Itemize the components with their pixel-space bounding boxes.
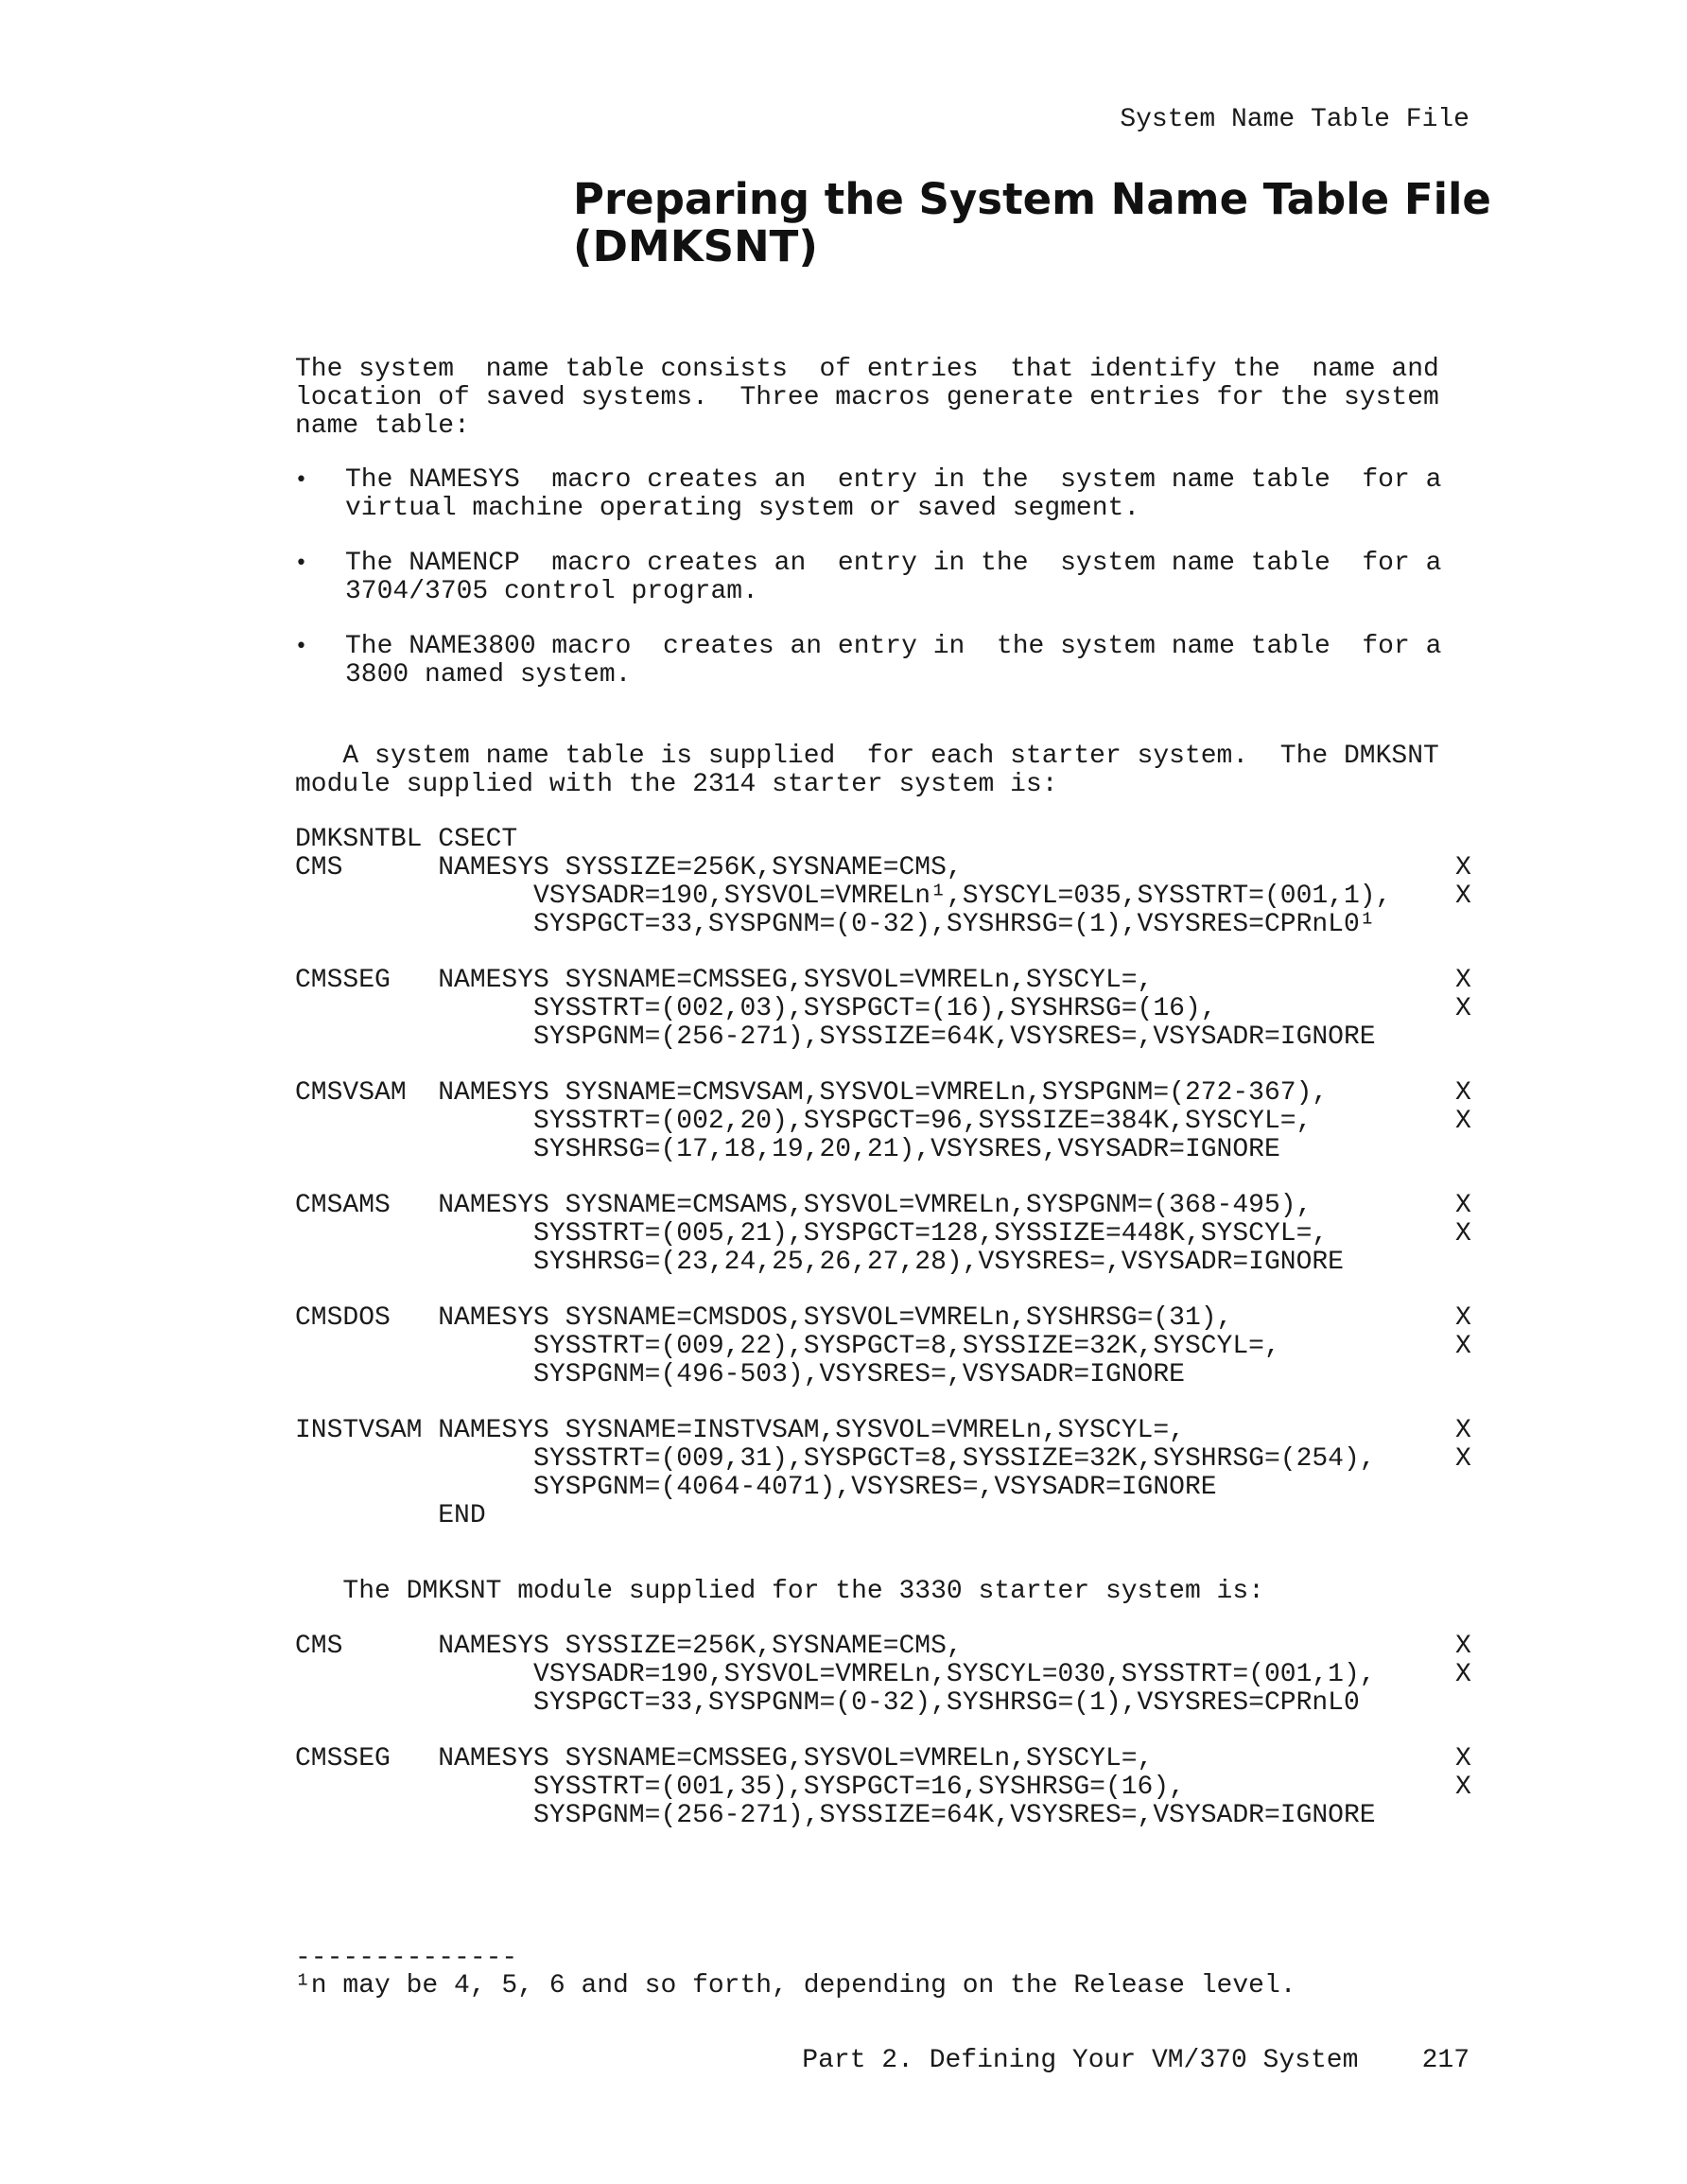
text-line: location of saved systems. Three macros generate entries for the system <box>295 383 1439 412</box>
code-spacer <box>295 1052 1391 1079</box>
code-text: SYSSTRT=(002,20),SYSPGCT=96,SYSSIZE=384K,SYSCYL=, <box>295 1107 1313 1136</box>
intro-paragraph <box>295 356 1439 441</box>
continuation-mark: X <box>1455 1660 1471 1689</box>
code-line <box>295 1773 1471 1802</box>
continuation-mark: X <box>1455 1416 1471 1445</box>
running-header: System Name Table File <box>1120 105 1470 134</box>
paragraph-3330-intro <box>295 1578 1264 1606</box>
code-text: CMSSEG NAMESYS SYSNAME=CMSSEG,SYSVOL=VMRELn,SYSCYL=, <box>295 966 1154 995</box>
continuation-mark: X <box>1455 853 1471 882</box>
code-spacer <box>295 1718 1376 1745</box>
code-text: SYSPGNM=(4064-4071),VSYSRES=,VSYSADR=IGNORE <box>295 1473 1217 1502</box>
bullet-line: The NAMENCP macro creates an entry in the system name table for a <box>345 549 1442 578</box>
code-text: SYSSTRT=(009,31),SYSPGCT=8,SYSSIZE=32K,SYSHRSG=(254), <box>295 1444 1376 1474</box>
continuation-mark: X <box>1455 1632 1471 1661</box>
code-line <box>295 1502 1391 1530</box>
code-text: SYSSTRT=(005,21),SYSPGCT=128,SYSSIZE=448K,SYSCYL=, <box>295 1219 1329 1249</box>
code-text: CMS NAMESYS SYSSIZE=256K,SYSNAME=CMS, <box>295 1632 963 1661</box>
continuation-mark: X <box>1455 1303 1471 1333</box>
code-line <box>295 1474 1391 1502</box>
bullet-dot: • <box>295 635 307 658</box>
continuation-mark: X <box>1455 1744 1471 1773</box>
continuation-mark: X <box>1455 966 1471 995</box>
continuation-mark: X <box>1455 1332 1471 1361</box>
code-line <box>295 1416 1471 1445</box>
code-text: SYSPGNM=(496-503),VSYSRES=,VSYSADR=IGNORE <box>295 1360 1185 1389</box>
code-line <box>295 1332 1471 1361</box>
code-line <box>295 1802 1376 1830</box>
text-line: The DMKSNT module supplied for the 3330 starter system is: <box>295 1577 1264 1606</box>
code-text: SYSPGNM=(256-271),SYSSIZE=64K,VSYSRES=,VSYSADR=IGNORE <box>295 1022 1376 1052</box>
code-text: SYSSTRT=(002,03),SYSPGCT=(16),SYSHRSG=(16), <box>295 994 1217 1023</box>
bullet-text <box>345 633 1441 690</box>
continuation-mark: X <box>1455 1078 1471 1108</box>
code-spacer <box>295 1389 1391 1417</box>
code-line <box>295 911 1391 939</box>
code-text: END <box>295 1501 486 1530</box>
code-text: SYSSTRT=(009,22),SYSPGCT=8,SYSSIZE=32K,SYSCYL=, <box>295 1332 1280 1361</box>
code-line <box>295 1632 1471 1661</box>
bullet-item <box>295 633 1441 690</box>
footnote-rule: -------------- <box>295 1944 518 1973</box>
code-text: CMSAMS NAMESYS SYSNAME=CMSAMS,SYSVOL=VMRELn,SYSPGNM=(368-495), <box>295 1191 1313 1220</box>
bullet-dot: • <box>295 551 307 575</box>
bullet-item <box>295 466 1441 523</box>
bullet-text <box>345 466 1441 523</box>
continuation-mark: X <box>1455 1773 1471 1802</box>
code-text: DMKSNTBL CSECT <box>295 825 518 854</box>
code-text: SYSSTRT=(001,35),SYSPGCT=16,SYSHRSG=(16), <box>295 1773 1185 1802</box>
bullet-line: The NAME3800 macro creates an entry in the system name table for a <box>345 632 1442 661</box>
code-text: CMSVSAM NAMESYS SYSNAME=CMSVSAM,SYSVOL=VMRELn,SYSPGNM=(272-367), <box>295 1078 1329 1108</box>
code-spacer <box>295 939 1391 967</box>
code-text: VSYSADR=190,SYSVOL=VMRELn¹,SYSCYL=035,SYSSTRT=(001,1), <box>295 882 1392 911</box>
code-spacer <box>295 1277 1391 1304</box>
paragraph-2314-intro <box>295 743 1439 799</box>
code-line <box>295 882 1471 911</box>
code-text: SYSPGNM=(256-271),SYSSIZE=64K,VSYSRES=,VSYSADR=IGNORE <box>295 1801 1376 1830</box>
page-title-line-1: Preparing the System Name Table File <box>573 174 1491 224</box>
code-line <box>295 1689 1376 1718</box>
code-spacer <box>295 1164 1391 1192</box>
page-title <box>573 176 1491 271</box>
bullet-item <box>295 550 1441 606</box>
code-text: SYSHRSG=(23,24,25,26,27,28),VSYSRES=,VSYSADR=IGNORE <box>295 1248 1344 1277</box>
code-line <box>295 1361 1391 1389</box>
continuation-mark: X <box>1455 1191 1471 1220</box>
bullet-line: The NAMESYS macro creates an entry in the system name table for a <box>345 465 1442 495</box>
bullet-line: 3800 named system. <box>345 660 632 690</box>
code-text: VSYSADR=190,SYSVOL=VMRELn,SYSCYL=030,SYSSTRT=(001,1), <box>295 1660 1376 1689</box>
code-line <box>295 1744 1471 1773</box>
code-text: INSTVSAM NAMESYS SYSNAME=INSTVSAM,SYSVOL=VMRELn,SYSCYL=, <box>295 1416 1185 1445</box>
text-line: A system name table is supplied for each starter system. The DMKSNT <box>295 742 1439 771</box>
code-line <box>295 1191 1471 1220</box>
code-text: SYSPGCT=33,SYSPGNM=(0-32),SYSHRSG=(1),VSYSRES=CPRnL0¹ <box>295 910 1376 939</box>
bullet-text <box>345 550 1441 606</box>
code-line <box>295 1444 1471 1474</box>
code-line <box>295 826 1391 854</box>
code-text: CMSSEG NAMESYS SYSNAME=CMSSEG,SYSVOL=VMRELn,SYSCYL=, <box>295 1744 1154 1773</box>
code-text: CMSDOS NAMESYS SYSNAME=CMSDOS,SYSVOL=VMRELn,SYSHRSG=(31), <box>295 1303 1233 1333</box>
code-line <box>295 1219 1471 1249</box>
bullet-line: 3704/3705 control program. <box>345 577 758 606</box>
text-line: The system name table consists of entries that identify the name and <box>295 355 1439 384</box>
code-line <box>295 1249 1391 1277</box>
code-text: SYSHRSG=(17,18,19,20,21),VSYSRES,VSYSADR=IGNORE <box>295 1135 1280 1164</box>
footnote: ¹n may be 4, 5, 6 and so forth, depending on the Release level. <box>295 1971 1296 2001</box>
code-line <box>295 1078 1471 1108</box>
code-line <box>295 853 1471 882</box>
macro-bullet-list <box>295 466 1441 716</box>
code-line <box>295 1136 1391 1164</box>
bullet-line: virtual machine operating system or saved segment. <box>345 494 1140 523</box>
code-line <box>295 994 1471 1023</box>
text-line: module supplied with the 2314 starter system is: <box>295 770 1058 799</box>
continuation-mark: X <box>1455 994 1471 1023</box>
code-line <box>295 1107 1471 1136</box>
code-text: CMS NAMESYS SYSSIZE=256K,SYSNAME=CMS, <box>295 853 963 882</box>
bullet-dot: • <box>295 468 307 492</box>
code-line <box>295 1660 1471 1689</box>
code-line <box>295 1303 1471 1333</box>
continuation-mark: X <box>1455 882 1471 911</box>
code-listing-2314 <box>295 825 1471 1530</box>
code-line <box>295 1023 1391 1052</box>
continuation-mark: X <box>1455 1444 1471 1474</box>
code-line <box>295 966 1471 995</box>
page-footer: Part 2. Defining Your VM/370 System 217 <box>802 2046 1470 2075</box>
code-text: SYSPGCT=33,SYSPGNM=(0-32),SYSHRSG=(1),VSYSRES=CPRnL0 <box>295 1688 1360 1718</box>
text-line: name table: <box>295 411 470 441</box>
continuation-mark: X <box>1455 1219 1471 1249</box>
continuation-mark: X <box>1455 1107 1471 1136</box>
page-title-line-2: (DMKSNT) <box>573 221 818 271</box>
code-listing-3330 <box>295 1632 1471 1830</box>
